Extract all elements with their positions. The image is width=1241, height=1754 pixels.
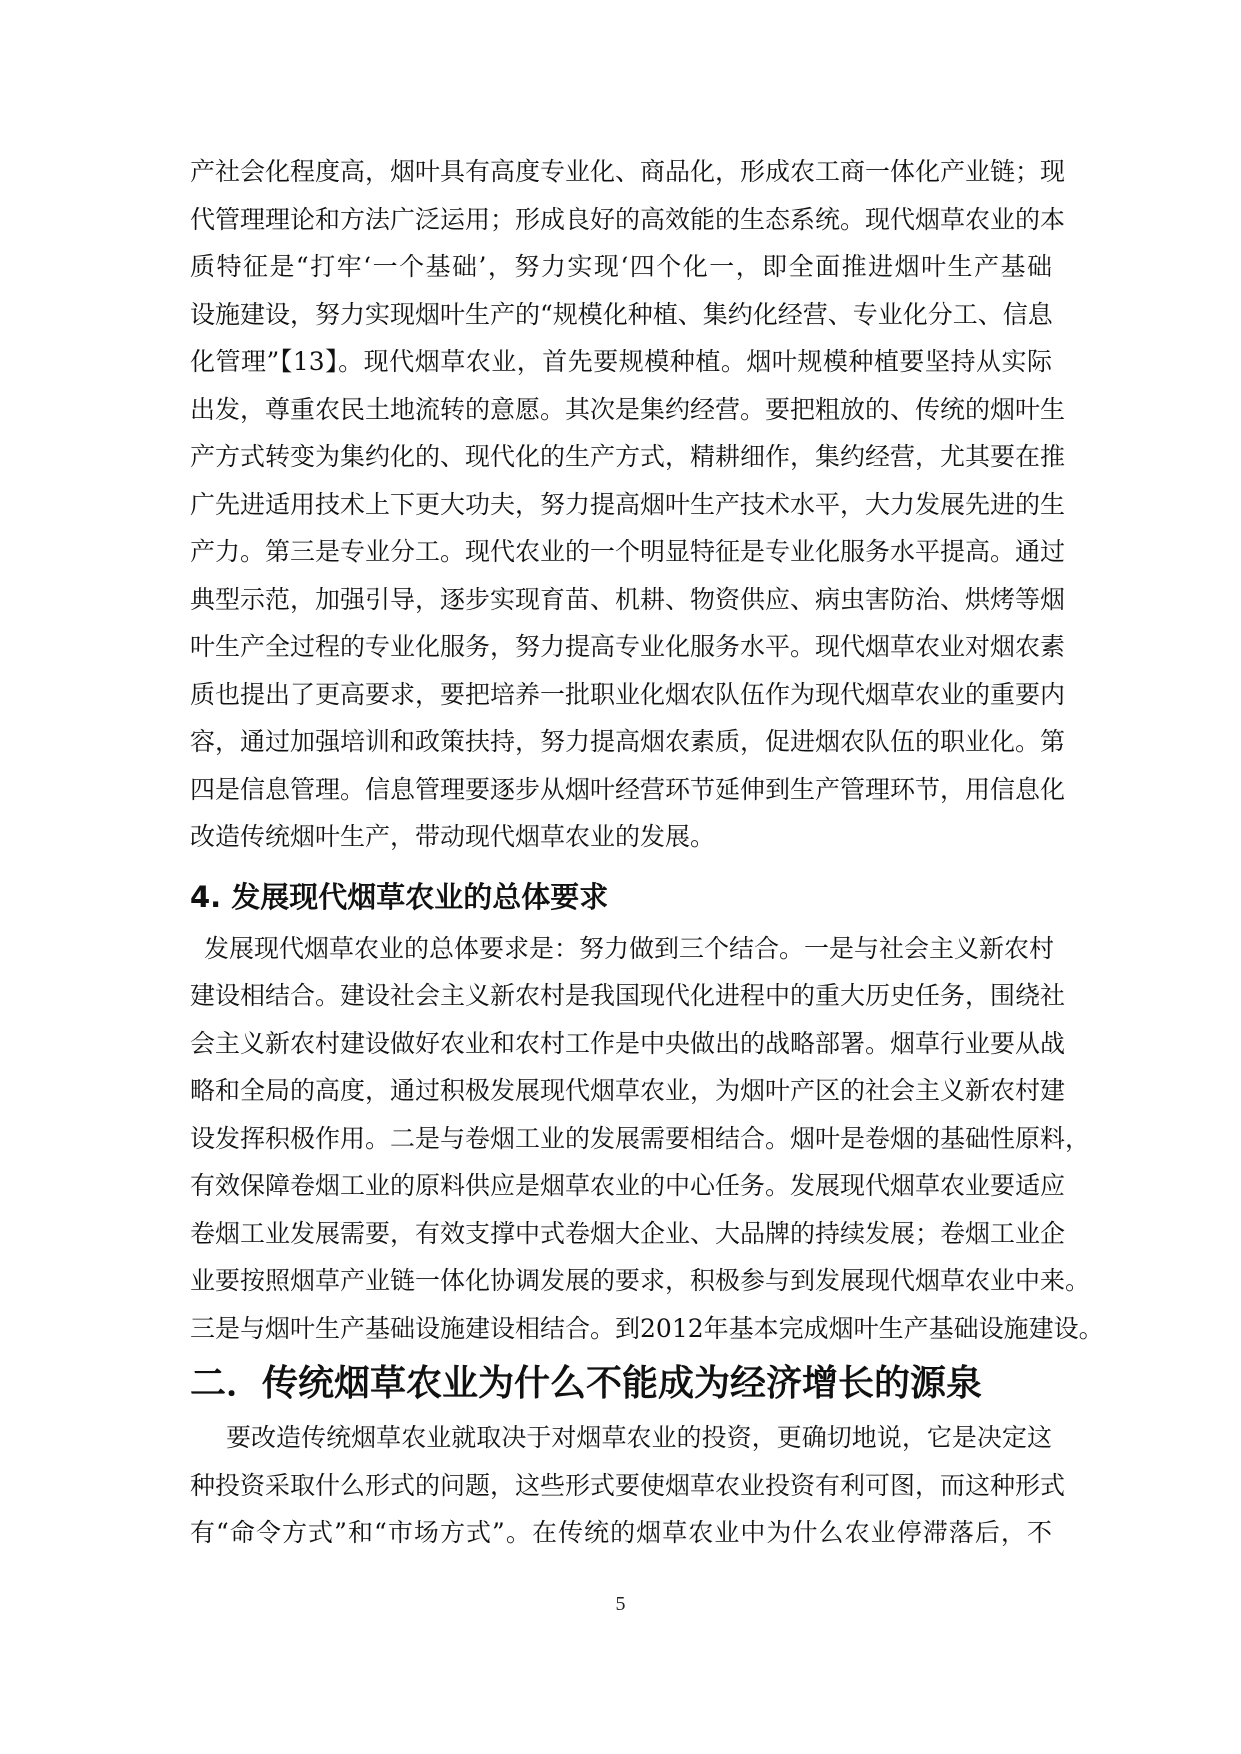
text-line: 产力。第三是专业分工。现代农业的一个明显特征是专业化服务水平提高。通过 [190,537,1066,566]
text-line: 要改造传统烟草农业就取决于对烟草农业的投资，更确切地说，它是决定这 [226,1423,1052,1452]
text-line: 质也提出了更高要求，要把培养一批职业化烟农队伍作为现代烟草农业的重要内 [190,679,1066,709]
text-line: 出发，尊重农民土地流转的意愿。其次是集约经营。要把粗放的、传统的烟叶生 [190,394,1066,424]
text-line: 设施建设，努力实现烟叶生产的“规模化种植、集约化经营、专业化分工、信息 [190,299,1053,329]
text-line: 卷烟工业发展需要，有效支撑中式卷烟大企业、大品牌的持续发展；卷烟工业企 [190,1218,1066,1248]
text-line: 四是信息管理。信息管理要逐步从烟叶经营环节延伸到生产管理环节，用信息化 [190,774,1066,804]
text-line: 有“命令方式”和“市场方式”。在传统的烟草农业中为什么农业停滞落后，不 [190,1518,1052,1547]
text-line: 改造传统烟叶生产，带动现代烟草农业的发展。 [190,822,716,851]
text-line: 略和全局的高度，通过积极发展现代烟草农业，为烟叶产区的社会主义新农村建 [190,1076,1066,1105]
text-line: 产方式转变为集约化的、现代化的生产方式，精耕细作，集约经营，尤其要在推 [190,442,1066,471]
text-line: 产社会化程度高，烟叶具有高度专业化、商品化，形成农工商一体化产业链；现 [190,157,1066,186]
text-line: 业要按照烟草产业链一体化协调发展的要求，积极参与到发展现代烟草农业中来。 [190,1266,1091,1295]
text-line: 设发挥积极作用。二是与卷烟工业的发展需要相结合。烟叶是卷烟的基础性原料， [190,1123,1091,1153]
text-line: 建设相结合。建设社会主义新农村是我国现代化进程中的重大历史任务，围绕社 [190,981,1066,1010]
text-line: 三是与烟叶生产基础设施建设相结合。到2012年基本完成烟叶生产基础设施建设。 [190,1313,1104,1343]
page-body [190,148,1104,1557]
text-line: 容，通过加强培训和政策扶持，努力提高烟农素质，促进烟农队伍的职业化。第 [190,727,1066,756]
text-line: 质特征是“打牢‘一个基础’，努力实现‘四个化一，即全面推进烟叶生产基础 [190,252,1052,281]
text-line: 叶生产全过程的专业化服务，努力提高专业化服务水平。现代烟草农业对烟农素 [190,632,1066,661]
paragraph-traditional-agriculture [190,1414,1066,1557]
text-line: 会主义新农村建设做好农业和农村工作是中央做出的战略部署。烟草行业要从战 [190,1028,1066,1058]
text-line: 典型示范，加强引导，逐步实现育苗、机耕、物资供应、病虫害防治、烘烤等烟 [190,584,1066,614]
paragraph-overall-requirements [190,925,1104,1353]
text-line: 广先进适用技术上下更大功夫，努力提高烟叶生产技术水平，大力发展先进的生 [190,489,1066,519]
page-number: 5 [615,1593,626,1615]
chapter-heading-2: 二．传统烟草农业为什么不能成为经济增长的源泉 [190,1363,983,1404]
section-heading-4: 4. 发展现代烟草农业的总体要求 [190,879,609,914]
text-line: 有效保障卷烟工业的原料供应是烟草农业的中心任务。发展现代烟草农业要适应 [190,1171,1066,1200]
paragraph-modern-tobacco-features [190,148,1066,861]
text-line: 发展现代烟草农业的总体要求是：努力做到三个结合。一是与社会主义新农村 [204,933,1055,963]
text-line: 化管理”【13】。现代烟草农业，首先要规模种植。烟叶规模种植要坚持从实际 [190,347,1052,376]
text-line: 种投资采取什么形式的问题，这些形式要使烟草农业投资有利可图，而这种形式 [190,1470,1066,1500]
text-line: 代管理理论和方法广泛运用；形成良好的高效能的生态系统。现代烟草农业的本 [190,204,1066,234]
